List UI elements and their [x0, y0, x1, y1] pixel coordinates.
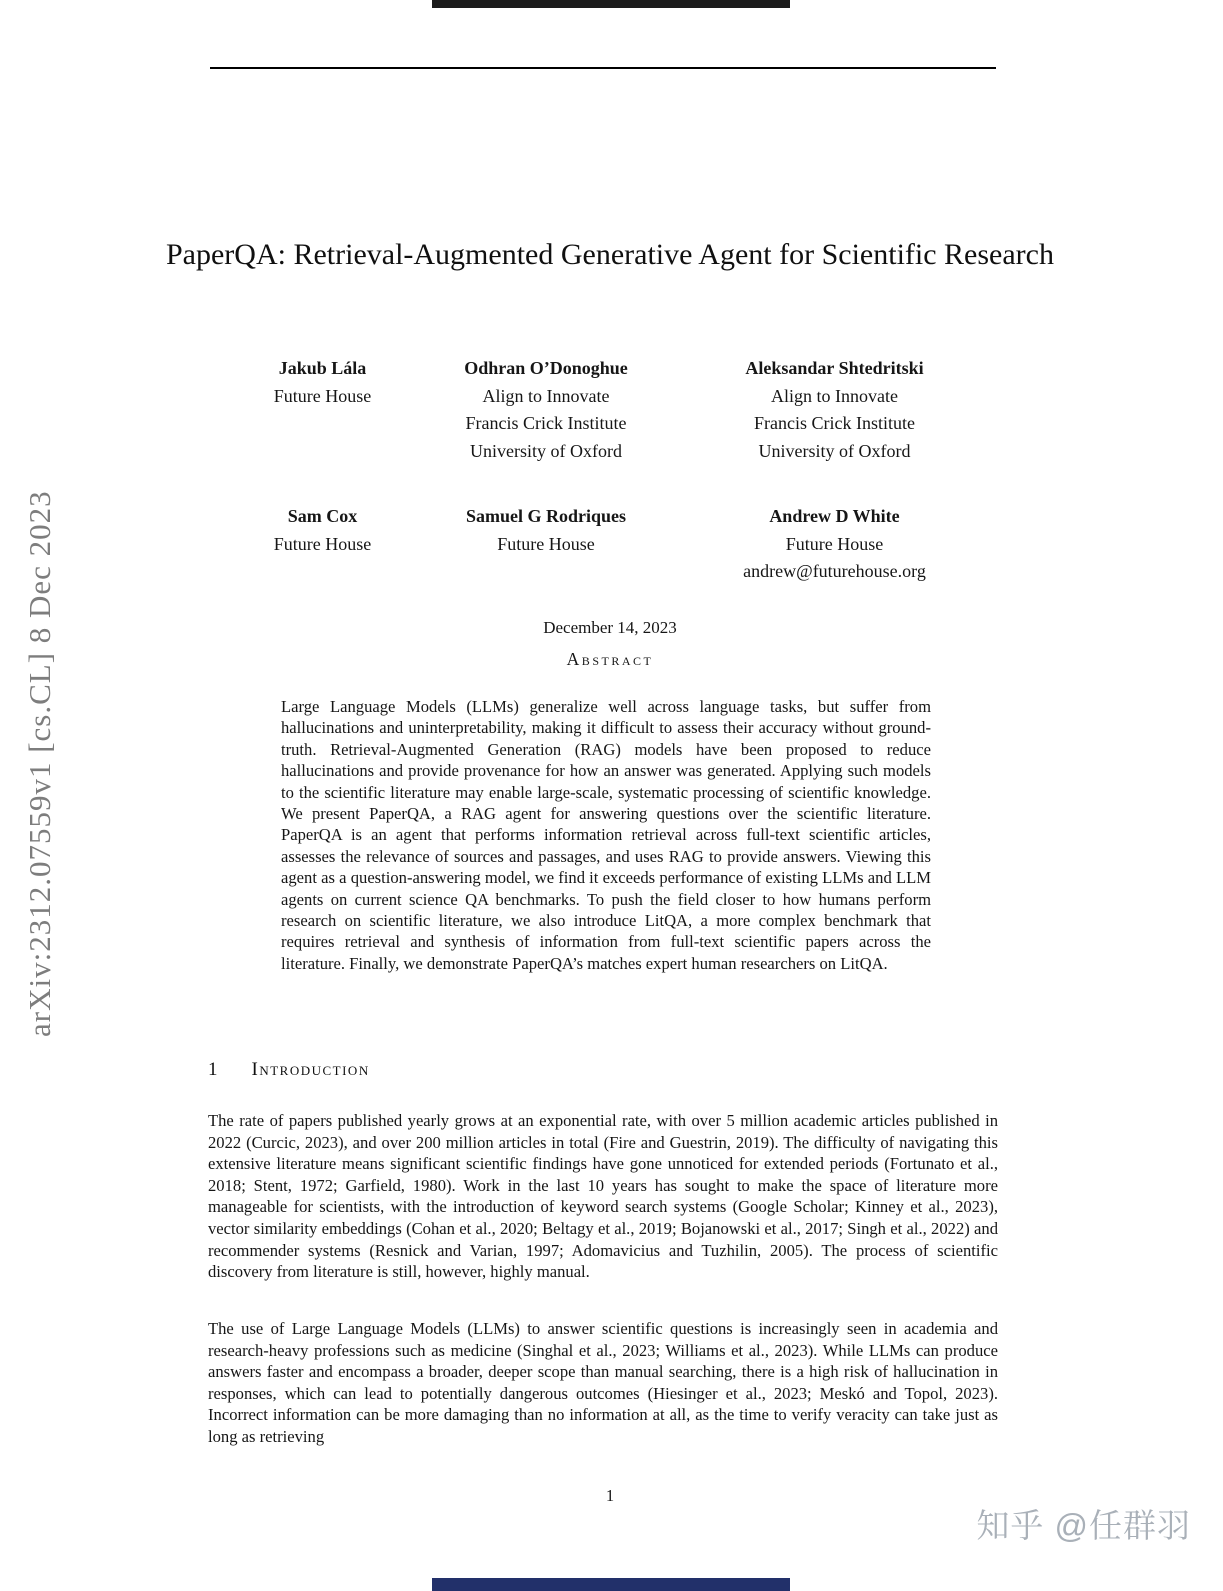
section-number: 1	[208, 1059, 218, 1080]
author-aleksandar-shtedritski	[745, 355, 923, 465]
author-email: andrew@futurehouse.org	[743, 561, 926, 581]
header-rule	[210, 67, 996, 69]
bottom-app-bar	[432, 1578, 790, 1591]
author-affiliation: University of Oxford	[758, 440, 911, 461]
author-samuel-g-rodriques	[466, 503, 626, 586]
author-affiliation: University of Oxford	[470, 440, 622, 461]
author-affiliation: Align to Innovate	[482, 385, 610, 406]
author-affiliation: Future House	[273, 385, 372, 406]
author-name: Andrew D White	[769, 506, 900, 526]
section-1-heading	[208, 1059, 997, 1081]
zhihu-watermark: 知乎 @任群羽	[976, 1507, 1191, 1544]
paper-date: December 14, 2023	[543, 618, 677, 637]
author-affiliation: Future House	[497, 533, 595, 554]
author-sam-cox	[274, 503, 372, 586]
author-name: Samuel G Rodriques	[465, 506, 627, 526]
page-number: 1	[605, 1486, 615, 1505]
introduction-paragraph-1: The rate of papers published yearly grows at an exponential rate, with over 5 million academic articles published in 2022 (Curcic, 2023), and over 200 million articles in total (Fire and Guestrin, 2019). The difficulty of navigating this extensive literature means significant scientific findings have gone unnoticed for extended periods (Fortunato et al., 2018; Stent, 1972; Garfield, 1980). Work in the last 10 years has sought to make the space of literature more manageable for scientists, with the introduction of keyword search systems (Google Scholar; Kinney et al., 2023), vector similarity embeddings (Cohan et al., 2020; Beltagy et al., 2019; Bojanowski et al., 2017; Singh et al., 2022) and recommender systems (Resnick and Varian, 1997; Adomavicius and Tuzhilin, 2005). The process of scientific discovery from literature is still, however, highly manual.	[208, 1111, 998, 1282]
arxiv-sidebar-label: arXiv:2312.07559v1 [cs.CL] 8 Dec 2023	[22, 490, 57, 1038]
author-name: Sam Cox	[287, 506, 358, 526]
author-block	[230, 355, 992, 586]
author-jakub-lala	[274, 355, 372, 465]
introduction-paragraph-2: The use of Large Language Models (LLMs) to answer scientific questions is increasingly seen in academia and research-heavy professions such as medicine (Singhal et al., 2023; Williams et al., 2023). While LLMs can produce answers faster and encompass a broader, deeper scope than manual searching, there is a high risk of hallucination in responses, which can lead to potentially dangerous outcomes (Hiesinger et al., 2023; Meskó and Topol, 2023). Incorrect information can be more damaging than no information at all, as the time to verify veracity can take just as long as retrieving	[208, 1319, 998, 1446]
author-name: Odhran O’Donoghue	[464, 358, 628, 378]
page-title: PaperQA: Retrieval-Augmented Generative Agent for Scientific Research	[165, 238, 1054, 271]
author-odhran-odonoghue	[464, 355, 628, 465]
author-name: Jakub Lála	[278, 358, 367, 378]
top-app-bar	[432, 0, 790, 8]
author-name: Aleksandar Shtedritski	[745, 358, 924, 378]
author-affiliation: Align to Innovate	[771, 385, 898, 406]
author-affiliation: Future House	[785, 533, 884, 554]
abstract-heading: Abstract	[566, 649, 654, 669]
author-affiliation: Francis Crick Institute	[465, 413, 627, 433]
section-title: Introduction	[251, 1059, 370, 1080]
author-affiliation: Future House	[273, 533, 372, 554]
abstract-text: Large Language Models (LLMs) generalize well across language tasks, but suffer from hallucinations and uninterpretability, making it difficult to assess their accuracy without ground-truth. Retrieval-Augmented Generation (RAG) models have been proposed to reduce hallucinations and provide provenance for how an answer was generated. Applying such models to the scientific literature may enable large-scale, systematic processing of scientific knowledge. We present PaperQA, a RAG agent for answering questions over the scientific literature. PaperQA is an agent that performs information retrieval across full-text scientific articles, assesses the relevance of sources and passages, and uses RAG to provide answers. Viewing this agent as a question-answering model, we find it exceeds performance of existing LLMs and LLM agents on current science QA benchmarks. To push the field closer to how humans perform research on scientific literature, we also introduce LitQA, a more complex benchmark that requires retrieval and synthesis of information from full-text scientific papers across the literature. Finally, we demonstrate PaperQA’s matches expert human researchers on LitQA.	[281, 697, 931, 973]
author-andrew-d-white	[743, 503, 926, 586]
author-affiliation: Francis Crick Institute	[754, 413, 915, 433]
